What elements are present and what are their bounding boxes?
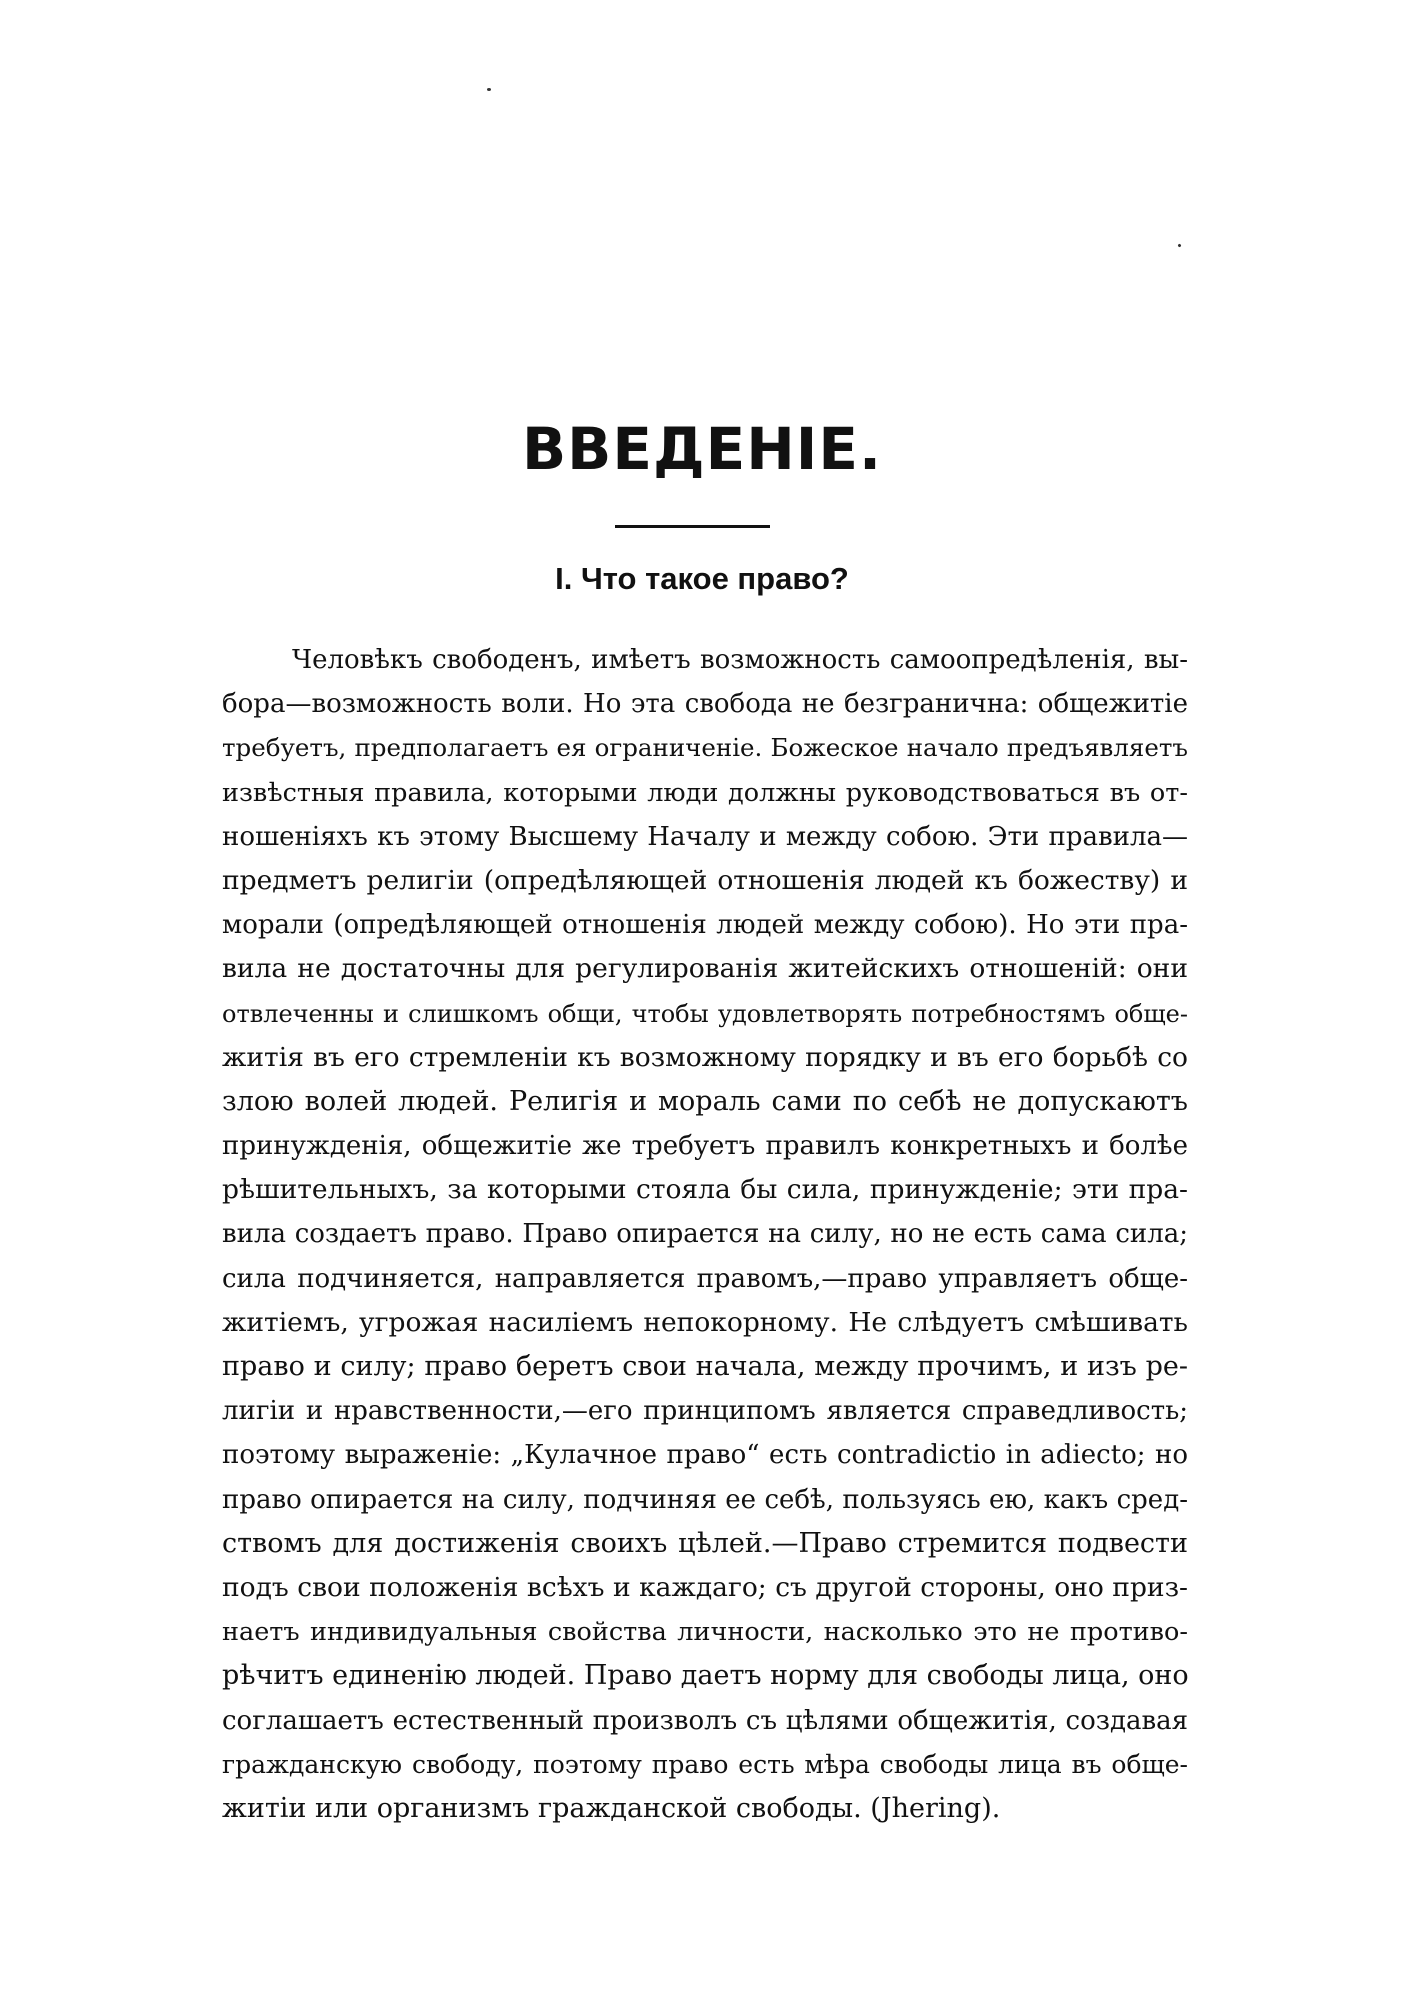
- section-heading: I. Что такое право?: [555, 561, 849, 596]
- paragraph-line: ношеніяхъ къ этому Высшему Началу и между собою. Эти правила—: [222, 821, 1188, 852]
- paragraph-line: житія въ его стремленіи къ возможному порядку и въ его борьбѣ со: [222, 1041, 1188, 1073]
- paragraph-line: злою волей людей. Религія и мораль сами по себѣ не допускаютъ: [222, 1085, 1188, 1117]
- print-speck: [1177, 243, 1181, 247]
- paragraph-line: отвлеченны и слишкомъ общи, чтобы удовлетворять потребностямъ обще-: [222, 999, 1188, 1028]
- paragraph-line: житіемъ, угрожая насиліемъ непокорному. Не слѣдуетъ смѣшивать: [222, 1306, 1188, 1338]
- paragraph-line: морали (опредѣляющей отношенія людей между собою). Но эти пра-: [222, 910, 1188, 941]
- paragraph-line: наетъ индивидуальныя свойства личности, насколько это не противо-: [222, 1617, 1188, 1648]
- paragraph-line: извѣстныя правила, которыми люди должны руководствоваться въ от-: [222, 777, 1188, 808]
- paragraph-line: предметъ религіи (опредѣляющей отношенія людей къ божеству) и: [222, 864, 1188, 896]
- paragraph-line: принужденія, общежитіе же требуетъ правилъ конкретныхъ и болѣе: [222, 1131, 1188, 1162]
- paragraph-line: лигіи и нравственности,—его принципомъ является справедливость;: [222, 1396, 1188, 1427]
- paragraph-line: требуетъ, предполагаетъ ея ограниченіе. Божеское начало предъявляетъ: [222, 733, 1188, 763]
- paragraph-line: ствомъ для достиженія своихъ цѣлей.—Право стремится подвести: [222, 1527, 1188, 1559]
- paragraph-line: соглашаетъ естественный произволъ съ цѣлями общежитія, создавая: [222, 1705, 1188, 1736]
- paragraph-line: вила не достаточны для регулированія житейскихъ отношеній: они: [222, 953, 1188, 985]
- paragraph-line: рѣшительныхъ, за которыми стояла бы сила, принужденіе; эти пра-: [222, 1174, 1188, 1206]
- chapter-title: ВВЕДЕНІЕ.: [521, 415, 883, 483]
- paragraph-line: поэтому выраженіе: „Кулачное право“ есть contradictio in adiecto; но: [222, 1440, 1188, 1471]
- body-paragraph: [222, 638, 1188, 1831]
- print-speck: [487, 88, 491, 91]
- paragraph-line: рѣчитъ единенію людей. Право даетъ норму для свободы лица, оно: [222, 1660, 1189, 1692]
- paragraph-line: право и силу; право беретъ свои начала, между прочимъ, и изъ ре-: [222, 1351, 1188, 1382]
- paragraph-line: бора—возможность воли. Но эта свобода не безгранична: общежитіе: [222, 689, 1188, 720]
- paragraph-line: гражданскую свободу, поэтому право есть мѣра свободы лица въ обще-: [222, 1749, 1188, 1779]
- paragraph-line: вила создаетъ право. Право опирается на силу, но не есть сама сила;: [222, 1219, 1188, 1250]
- paragraph-line: подъ свои положенія всѣхъ и каждаго; съ другой стороны, оно приз-: [222, 1571, 1188, 1603]
- paragraph-line: Человѣкъ свободенъ, имѣетъ возможность самоопредѣленія, вы-: [292, 645, 1188, 675]
- paragraph-line: сила подчиняется, направляется правомъ,—право управляетъ обще-: [222, 1263, 1188, 1294]
- paragraph-line: житіи или организмъ гражданской свободы. (Jhering).: [222, 1792, 1001, 1824]
- title-divider: [615, 525, 770, 528]
- paragraph-line: право опирается на силу, подчиняя ее себѣ, пользуясь ею, какъ сред-: [222, 1484, 1188, 1515]
